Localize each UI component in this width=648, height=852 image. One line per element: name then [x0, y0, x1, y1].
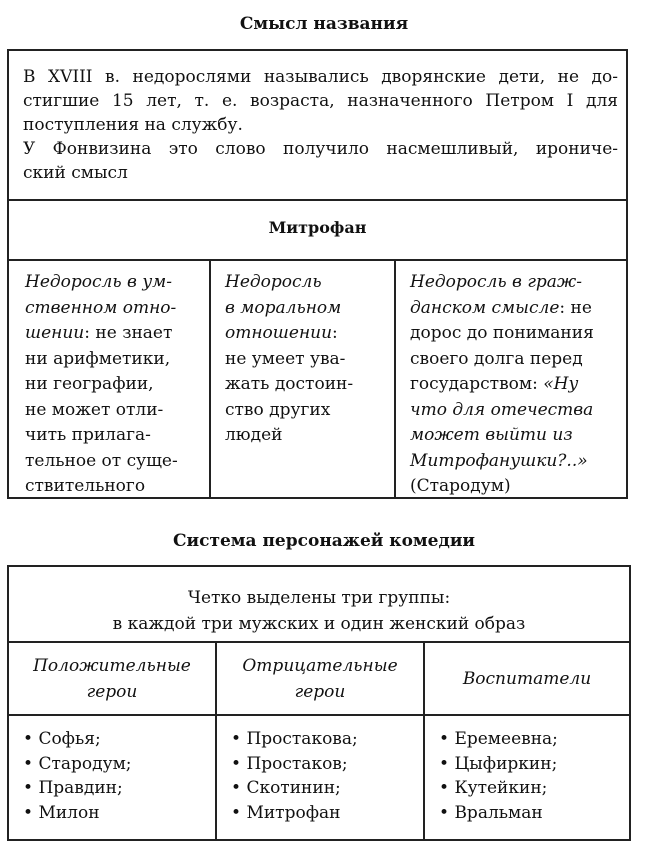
list-item: • Милон	[23, 801, 132, 826]
text-line: людей	[225, 425, 283, 445]
intro-line: В XVIII в. недорослями назывались дворянские дети, не до-	[23, 67, 618, 87]
list-item: • Правдин;	[23, 776, 132, 801]
list-item: • Софья;	[23, 727, 132, 752]
column-mental	[25, 270, 205, 500]
list-item: • Цыфиркин;	[439, 752, 558, 777]
section-title-meaning: Смысл названия	[239, 14, 409, 34]
character-heading: Митрофан	[268, 218, 367, 237]
text-line: своего долга перед	[410, 348, 583, 369]
section-title-characters: Система персонажей комедии	[172, 531, 476, 551]
list-item: • Простаков;	[231, 752, 358, 777]
heading-line: герои	[294, 681, 346, 702]
column-civic	[410, 270, 622, 500]
italic-line: Недоросль в ум-	[25, 272, 173, 292]
divider	[9, 714, 629, 716]
intro-line: Четко выделены три группы:	[187, 588, 451, 608]
list-item: • Кутейкин;	[439, 776, 558, 801]
intro-line: У Фонвизина это слово получило насмешливый, ирониче-	[23, 139, 618, 159]
tutors-list	[439, 727, 558, 825]
intro-line: стигшие 15 лет, т. е. возраста, назначенного Петром I для	[23, 91, 618, 111]
column-divider	[209, 259, 211, 497]
characters-table	[7, 565, 631, 841]
italic-line: Недоросль	[225, 272, 322, 292]
intro-line: ский смысл	[23, 163, 128, 183]
colon: :	[332, 323, 338, 343]
italic-line: ственном отно-	[25, 297, 177, 318]
list-item: • Еремеевна;	[439, 727, 558, 752]
column-moral	[225, 270, 390, 449]
column-divider	[394, 259, 396, 497]
italic-line: данском смысле	[410, 297, 560, 318]
divider	[9, 259, 626, 261]
list-item: • Простакова;	[231, 727, 358, 752]
italic-line: в моральном	[225, 297, 342, 318]
list-item: • Вральман	[439, 801, 558, 826]
quote-line: Митрофанушки?..»	[410, 450, 588, 471]
colon: :	[559, 297, 566, 318]
text-line: не знает	[90, 323, 173, 343]
italic-line: Недоросль в граж-	[410, 272, 582, 292]
group-heading-negative	[217, 643, 423, 714]
text-line: ствительного	[25, 476, 146, 496]
text-line: ни географии,	[25, 374, 154, 394]
quote-source: (Стародум)	[410, 476, 511, 496]
colon: :	[84, 323, 90, 343]
characters-intro	[9, 585, 629, 637]
divider	[9, 199, 626, 201]
quote-line: что для отечества	[410, 399, 594, 420]
text-line: не может отли-	[25, 399, 164, 420]
quote-line: может выйти из	[410, 425, 573, 445]
group-heading-positive	[9, 643, 215, 714]
quote-line: «Ну	[543, 374, 579, 394]
text-line: государством:	[410, 374, 544, 394]
heading-line: Отрицательные	[242, 655, 398, 676]
meaning-table	[7, 49, 628, 499]
negative-list	[231, 727, 358, 825]
positive-list	[23, 727, 132, 825]
list-item: • Митрофан	[231, 801, 358, 826]
heading-line: герои	[86, 681, 138, 702]
list-item: • Скотинин;	[231, 776, 358, 801]
italic-line: шении	[25, 323, 85, 343]
text-line: не	[565, 297, 592, 318]
group-heading-tutors	[425, 643, 629, 714]
list-item: • Стародум;	[23, 752, 132, 777]
heading-line: Положительные	[33, 655, 191, 676]
text-line: не умеет ува-	[225, 348, 346, 369]
intro-line: поступления на службу.	[23, 115, 243, 135]
text-line: жать достоин-	[225, 374, 354, 394]
text-line: чить прилага-	[25, 425, 151, 445]
text-line: ни арифметики,	[25, 348, 171, 369]
intro-line: в каждой три мужских и один женский образ	[112, 614, 526, 634]
meaning-intro	[23, 65, 618, 185]
text-line: дорос до понимания	[410, 323, 594, 343]
text-line: тельное от суще-	[25, 450, 178, 471]
heading-line: Воспитатели	[462, 668, 592, 689]
italic-line: отношении	[225, 323, 333, 343]
text-line: ство других	[225, 399, 331, 420]
